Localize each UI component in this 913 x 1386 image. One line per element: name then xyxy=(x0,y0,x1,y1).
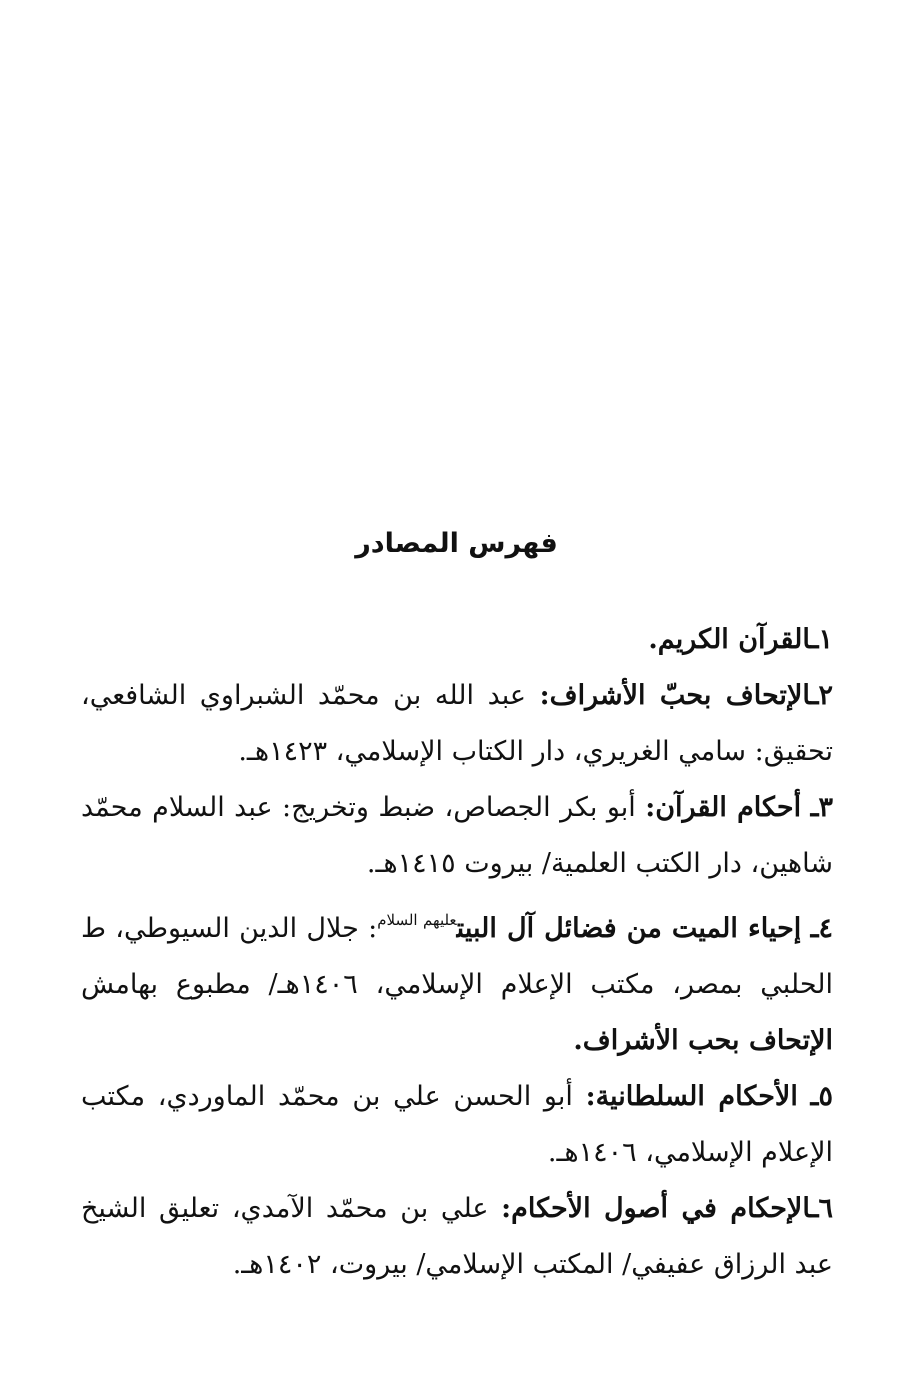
entry-details: : جلال الدين السيوطي، ط الحلبي بمصر، مكتب الإعلام الإسلامي، ١٤٠٦هـ/ مطبوع بهامش xyxy=(81,913,833,1000)
entry-number: ٦ـ xyxy=(810,1193,833,1224)
entry-number: ١ـ xyxy=(810,624,833,655)
entry-number: ٣ـ xyxy=(810,792,833,823)
entry-title: إحياء الميت من فضائل آل البيت xyxy=(456,913,802,944)
source-entry-3 xyxy=(81,780,833,892)
entry-number: ٤ـ xyxy=(810,913,833,944)
source-entry-4 xyxy=(81,892,833,1069)
entry-number: ٥ـ xyxy=(810,1081,833,1112)
source-entry-5 xyxy=(81,1069,833,1181)
entry-number: ٢ـ xyxy=(810,680,834,711)
entry-title: أحكام القرآن: xyxy=(645,792,802,823)
entry-title: الأحكام السلطانية: xyxy=(585,1081,798,1112)
honorific-symbol: عليهم السلام xyxy=(377,911,457,929)
entry-title: الإحكام في أصول الأحكام: xyxy=(501,1193,811,1224)
source-entry-2 xyxy=(81,668,833,780)
page-title: فهرس المصادر xyxy=(355,528,558,559)
entry-details: عبد الله بن محمّد الشبراوي الشافعي، تحقيق: سامي الغريري، دار الكتاب الإسلامي، ١٤٢٣هـ. xyxy=(81,680,833,767)
entry-details: علي بن محمّد الآمدي، تعليق الشيخ عبد الرزاق عفيفي/ المكتب الإسلامي/ بيروت، ١٤٠٢هـ. xyxy=(81,1193,833,1280)
entry-title: القرآن الكريم. xyxy=(648,624,811,655)
entry-title: الإتحاف بحبّ الأشراف: xyxy=(539,680,811,711)
entry-book-reference: الإتحاف بحب الأشراف. xyxy=(573,1025,833,1056)
entry-details: أبو الحسن علي بن محمّد الماوردي، مكتب الإعلام الإسلامي، ١٤٠٦هـ. xyxy=(81,1081,833,1168)
sources-list xyxy=(81,612,833,1293)
source-entry-1 xyxy=(81,612,833,668)
source-entry-6 xyxy=(81,1181,833,1293)
entry-details: أبو بكر الجصاص، ضبط وتخريج: عبد السلام محمّد شاهين، دار الكتب العلمية/ بيروت ١٤١٥هـ. xyxy=(81,792,833,879)
